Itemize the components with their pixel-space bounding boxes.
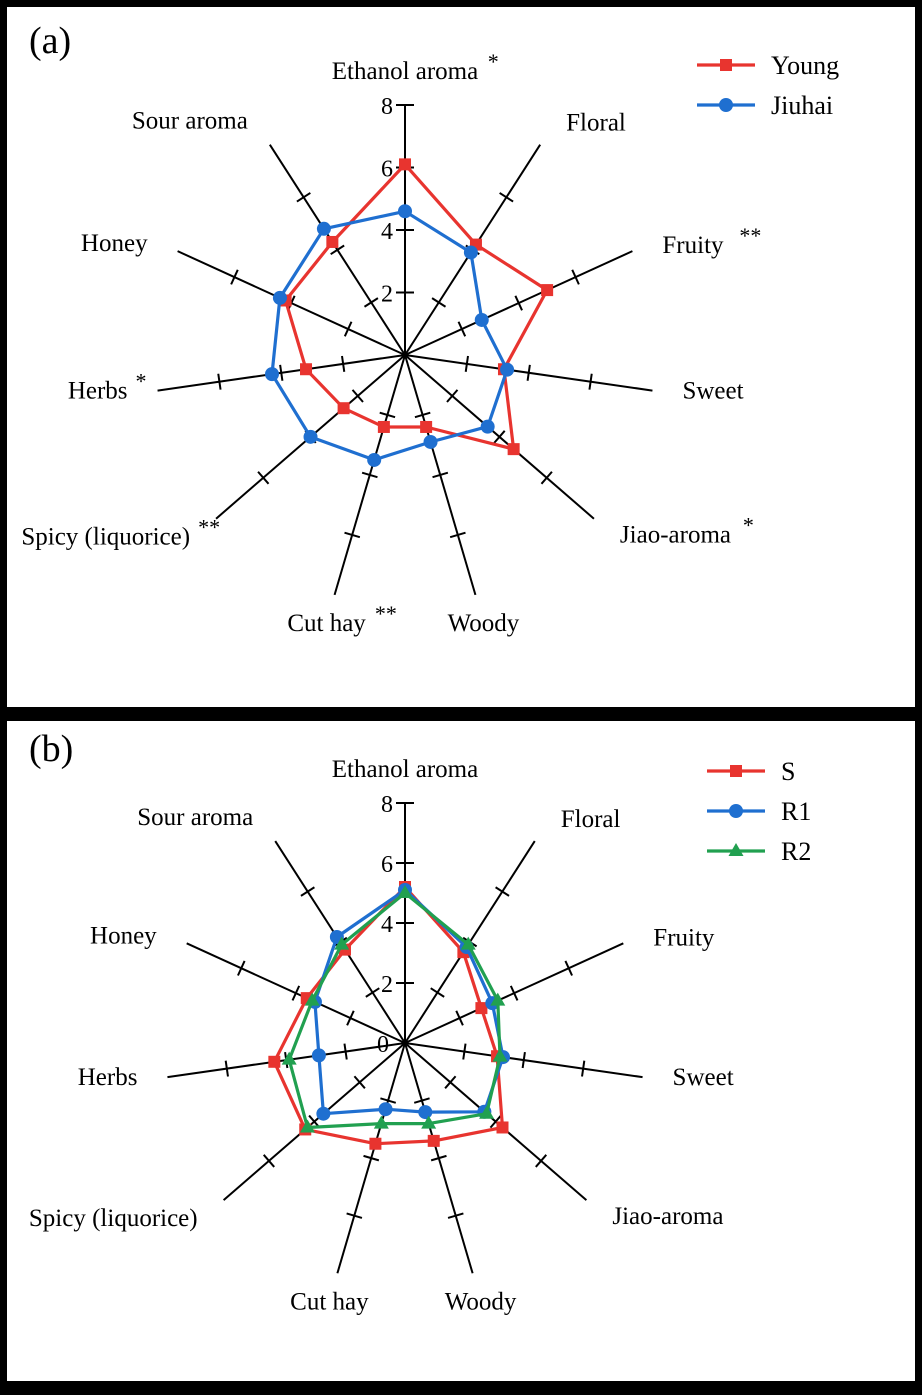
legend-label-s: S	[781, 757, 796, 786]
axis-label: Cut hay	[290, 1288, 369, 1316]
axis-label: Floral	[566, 109, 626, 137]
data-point-r1	[316, 1107, 330, 1121]
axis-tick	[280, 365, 282, 381]
data-point-jiuhai	[481, 420, 495, 434]
data-point-jiuhai	[273, 291, 287, 305]
significance-marker: **	[374, 600, 397, 626]
data-point-legend-s	[730, 765, 742, 777]
data-point-s	[496, 1121, 508, 1133]
tick-label: 2	[381, 972, 393, 998]
data-point-legend-jiuhai	[719, 98, 733, 112]
data-point-young	[508, 443, 520, 455]
axis-tick	[366, 988, 379, 997]
axis-label: Honey	[80, 230, 148, 258]
axis-label: Cut hay	[287, 609, 366, 637]
tick-label: 8	[381, 792, 393, 818]
data-point-jiuhai	[500, 363, 514, 377]
data-point-jiuhai	[424, 435, 438, 449]
axis-tick	[218, 374, 220, 390]
axis-label: Honey	[90, 922, 157, 950]
tick-label: 4	[381, 912, 393, 938]
legend-label-r1: R1	[781, 797, 812, 826]
data-point-s	[428, 1135, 440, 1147]
axis-label: Fruity	[662, 232, 724, 260]
axis-label: Ethanol aroma	[331, 756, 479, 783]
tick-label: 2	[381, 281, 393, 308]
panel-b-label: (b)	[29, 728, 74, 770]
axis-tick	[364, 298, 377, 307]
tick-label: 4	[381, 219, 393, 245]
axis-tick	[432, 298, 445, 307]
axis-tick	[431, 988, 444, 997]
data-point-young	[541, 284, 553, 296]
axis-tick	[226, 1061, 228, 1077]
data-point-young	[378, 421, 390, 433]
panel-a-label: (a)	[29, 20, 72, 62]
axis-tick	[297, 193, 310, 202]
axis-label: Herbs	[67, 377, 128, 405]
panel-a	[7, 7, 915, 707]
legend-label-jiuhai: Jiuhai	[771, 91, 834, 120]
axis-label: Jiao-aroma	[612, 1203, 724, 1231]
axis-tick	[301, 887, 314, 896]
series-line-young	[286, 164, 547, 449]
data-point-jiuhai	[398, 204, 412, 218]
data-point-s	[369, 1138, 381, 1150]
data-point-young	[338, 402, 350, 414]
significance-marker: *	[487, 49, 499, 74]
axis-tick	[496, 887, 509, 896]
legend-label-r2: R2	[781, 837, 812, 866]
axis-label: Spicy (liquorice)	[21, 523, 191, 551]
data-point-legend-young	[720, 59, 732, 71]
axis-label: Sour aroma	[131, 107, 248, 135]
axis-label: Spicy (liquorice)	[28, 1205, 198, 1233]
significance-marker: *	[742, 512, 754, 538]
axis-tick	[500, 193, 513, 202]
data-point-jiuhai	[464, 245, 478, 259]
axis-label: Sweet	[672, 1064, 734, 1092]
axis-label: Herbs	[77, 1064, 138, 1092]
data-point-jiuhai	[475, 313, 489, 327]
legend-label-young: Young	[771, 51, 840, 80]
axis-tick	[589, 374, 591, 390]
axis-label: Woody	[444, 1288, 517, 1316]
radar-chart-b	[7, 721, 915, 1381]
data-point-jiuhai	[317, 222, 331, 236]
significance-marker: *	[135, 368, 147, 394]
data-point-s	[268, 1056, 280, 1068]
radar-chart-a	[7, 7, 915, 707]
panel-b	[7, 721, 915, 1381]
data-point-jiuhai	[367, 453, 381, 467]
axis-tick	[528, 365, 530, 381]
data-point-jiuhai	[265, 367, 279, 381]
data-point-jiuhai	[304, 430, 318, 444]
axis-label: Jiao-aroma	[619, 521, 731, 549]
data-point-r1	[312, 1048, 326, 1062]
data-point-r1	[379, 1102, 393, 1116]
data-point-young	[326, 236, 338, 248]
data-point-young	[420, 421, 432, 433]
axis-label: Ethanol aroma	[331, 58, 479, 85]
significance-marker: **	[198, 514, 221, 540]
tick-label: 0	[377, 1032, 389, 1058]
tick-label: 8	[381, 94, 393, 120]
axis-tick	[523, 1052, 525, 1068]
axis-tick	[344, 1044, 346, 1060]
tick-label: 6	[381, 156, 393, 183]
axis-tick	[466, 356, 468, 372]
axis-tick	[582, 1061, 584, 1077]
data-point-young	[300, 363, 312, 375]
axis-tick	[463, 1044, 465, 1060]
axis-label: Sweet	[682, 377, 744, 405]
tick-label: 6	[381, 852, 393, 878]
axis-label: Fruity	[653, 924, 715, 952]
axis-tick	[342, 356, 344, 372]
significance-marker: **	[739, 223, 762, 249]
data-point-young	[399, 158, 411, 170]
data-point-r1	[418, 1105, 432, 1119]
data-point-legend-r1	[729, 804, 743, 818]
axis-label: Woody	[447, 609, 520, 637]
axis-label: Sour aroma	[137, 804, 254, 832]
axis-label: Floral	[560, 806, 621, 834]
